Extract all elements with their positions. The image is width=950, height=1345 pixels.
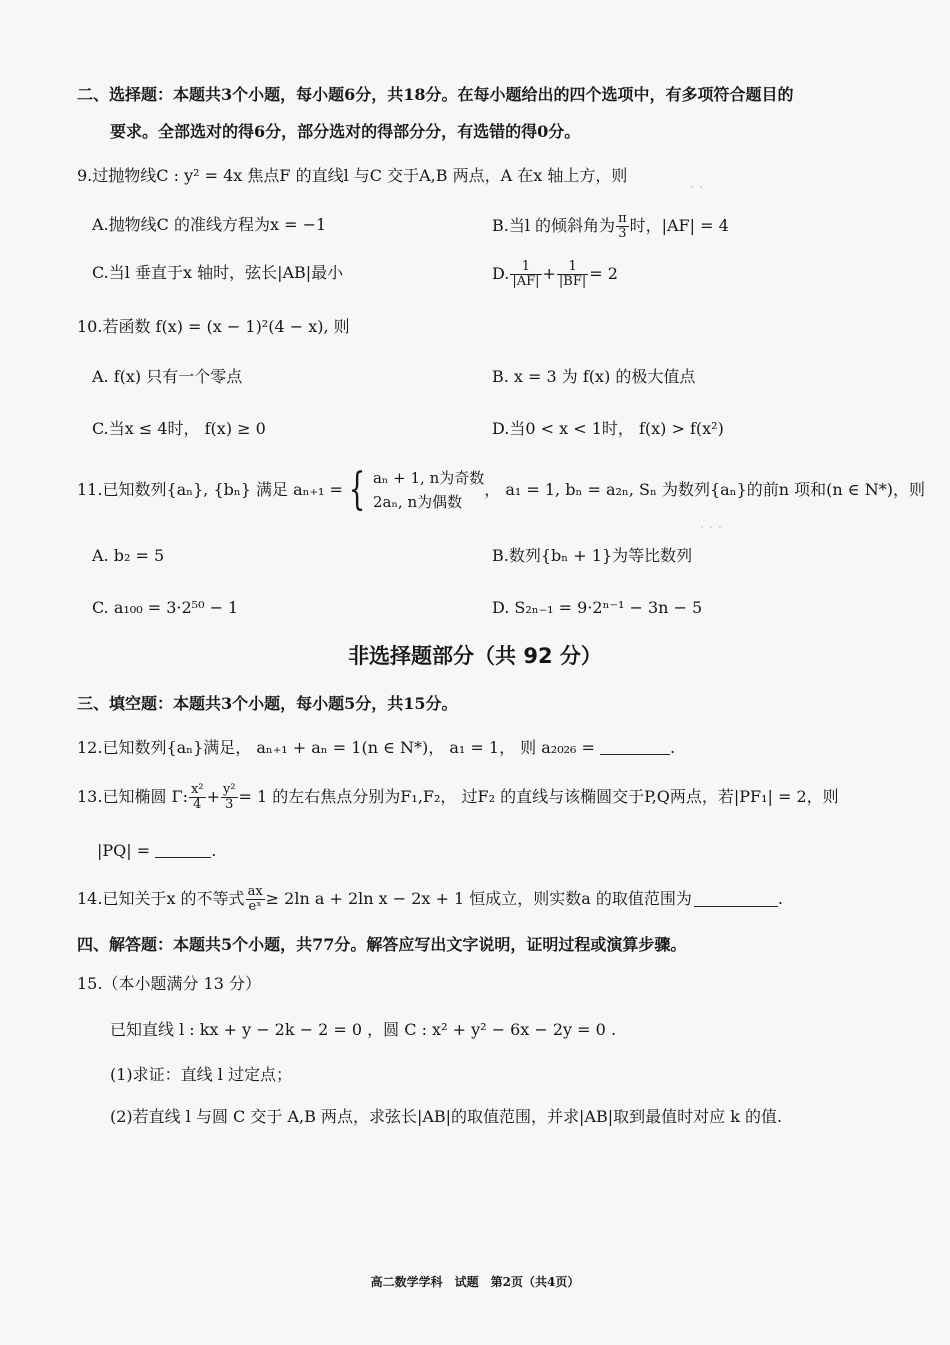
q14-numerator: ax [247, 883, 263, 899]
q11-stem [77, 464, 925, 516]
q9-b-fraction [616, 212, 629, 241]
q9-d-fraction-2 [557, 260, 588, 289]
q14-denominator: eˣ [248, 898, 262, 914]
q9-d-numerator-2: 1 [557, 260, 588, 275]
q11-stem-start: 11.已知数列{aₙ}, {bₙ} 满足 aₙ₊₁ = [77, 480, 343, 499]
q13-denominator-y: 3 [225, 796, 234, 812]
q12-text: 12.已知数列{aₙ}满足， aₙ₊₁ + aₙ = 1(n ∈ N*)， a₁ = 1， 则 a₂₀₂₆ = [77, 738, 595, 757]
q10-option-a: A. f(x) 只有一个零点 [92, 367, 243, 386]
q15-given: 已知直线 l : kx + y − 2k − 2 = 0 ，圆 C : x² + y² − 6x − 2y = 0 . [110, 1020, 617, 1039]
q9-d-denominator-2: |BF| [558, 273, 587, 289]
q11-case-odd: aₙ + 1, n为奇数 [372, 469, 485, 487]
q13-end: . [211, 841, 217, 860]
q9-stem: 9.过抛物线C : y² = 4x 焦点F 的直线l 与C 交于A,B 两点，A 在x 轴上方，则 [77, 166, 628, 185]
q14-answer-blank [694, 892, 778, 907]
q13-fraction-x [189, 783, 206, 812]
q13-fraction-y [221, 783, 238, 812]
section2-heading-cont: 要求。全部选对的得6分，部分选对的得部分分，有选错的得0分。 [110, 122, 581, 141]
q11-option-a: A. b₂ = 5 [92, 546, 165, 565]
q9-option-b [492, 206, 729, 246]
q11-stem-end: ， a₁ = 1, bₙ = a₂ₙ, Sₙ 为数列{aₙ}的前n 项和(n ∈ N*)，则 [484, 480, 925, 499]
q13-numerator-y: y² [222, 781, 236, 797]
q11-option-c: C. a₁₀₀ = 3·2⁵⁰ − 1 [92, 598, 239, 617]
q13-answer-line [97, 840, 216, 862]
q13-answer-blank [155, 843, 211, 858]
q13-denominator-x: 4 [193, 796, 202, 812]
q9-d-plus: + [542, 264, 556, 283]
q9-b-text: B.当l 的倾斜角为 [492, 216, 616, 235]
q9-b-denominator: 3 [618, 225, 627, 241]
q9-d-fraction-1 [510, 260, 541, 289]
bleed-through-mark: · · · [700, 520, 723, 536]
section2-heading: 二、选择题：本题共3个小题，每小题6分，共18分。在每小题给出的四个选项中，有多项符合题目的 [77, 85, 794, 104]
q9-d-numerator-1: 1 [510, 260, 541, 275]
section3-heading: 三、填空题：本题共3个小题，每小题5分，共15分。 [77, 694, 458, 713]
q13-plus: + [206, 787, 220, 806]
q9-option-d [492, 254, 618, 294]
q11-option-b: B.数列{bₙ + 1}为等比数列 [492, 546, 693, 565]
q12-answer-blank [600, 740, 670, 755]
brace-symbol: { [348, 464, 366, 515]
q10-stem: 10.若函数 f(x) = (x − 1)²(4 − x), 则 [77, 317, 350, 336]
q10-option-d: D.当0 < x < 1时， f(x) > f(x²) [492, 419, 724, 438]
q11-piecewise [343, 466, 484, 514]
q13-numerator-x: x² [191, 781, 204, 797]
q11-option-d: D. S₂ₙ₋₁ = 9·2ⁿ⁻¹ − 3n − 5 [492, 598, 703, 617]
page-footer: 高二数学学科 试题 第2页（共4页） [370, 1275, 580, 1289]
bleed-through-mark: · · [690, 180, 704, 196]
q14-text-start: 14.已知关于x 的不等式 [77, 889, 245, 908]
q15-title: 15.（本小题满分 13 分） [77, 974, 261, 993]
q9-b-numerator: π [618, 210, 627, 226]
q11-cases [373, 466, 484, 514]
q14-question [77, 878, 783, 920]
q15-part2: (2)若直线 l 与圆 C 交于 A,B 两点，求弦长|AB|的取值范围，并求|AB|取到最值时对应 k 的值. [110, 1107, 783, 1126]
q14-fraction [246, 885, 265, 914]
q10-option-b: B. x = 3 为 f(x) 的极大值点 [492, 367, 696, 386]
q9-d-label: D. [492, 264, 510, 283]
q12-end: . [670, 738, 676, 757]
q13-text-start: 13.已知椭圆 Γ: [77, 787, 189, 806]
part2-title: 非选择题部分（共 92 分） [348, 644, 602, 668]
q13-question [77, 776, 839, 818]
q9-d-denominator-1: |AF| [512, 273, 540, 289]
q9-d-end: = 2 [589, 264, 618, 283]
q12-question [77, 737, 675, 759]
q13-text-end: = 1 的左右焦点分别为F₁,F₂， 过F₂ 的直线与该椭圆交于P,Q两点，若|PF₁| = 2，则 [238, 787, 839, 806]
q9-option-a: A.抛物线C 的准线方程为x = −1 [92, 215, 327, 234]
q14-end: . [777, 889, 784, 908]
q15-part1: (1)求证：直线 l 过定点； [110, 1065, 292, 1084]
q9-b-text-end: 时，|AF| = 4 [629, 216, 729, 235]
q11-case-even: 2aₙ, n为偶数 [372, 493, 463, 511]
q14-text-end: ≥ 2ln a + 2ln x − 2x + 1 恒成立，则实数a 的取值范围为 [265, 889, 692, 908]
q10-option-c: C.当x ≤ 4时， f(x) ≥ 0 [92, 419, 266, 438]
q9-option-c: C.当l 垂直于x 轴时，弦长|AB|最小 [92, 263, 344, 282]
q13-pq: |PQ| = [97, 841, 151, 860]
section4-heading: 四、解答题：本题共5个小题，共77分。解答应写出文字说明，证明过程或演算步骤。 [77, 935, 687, 954]
